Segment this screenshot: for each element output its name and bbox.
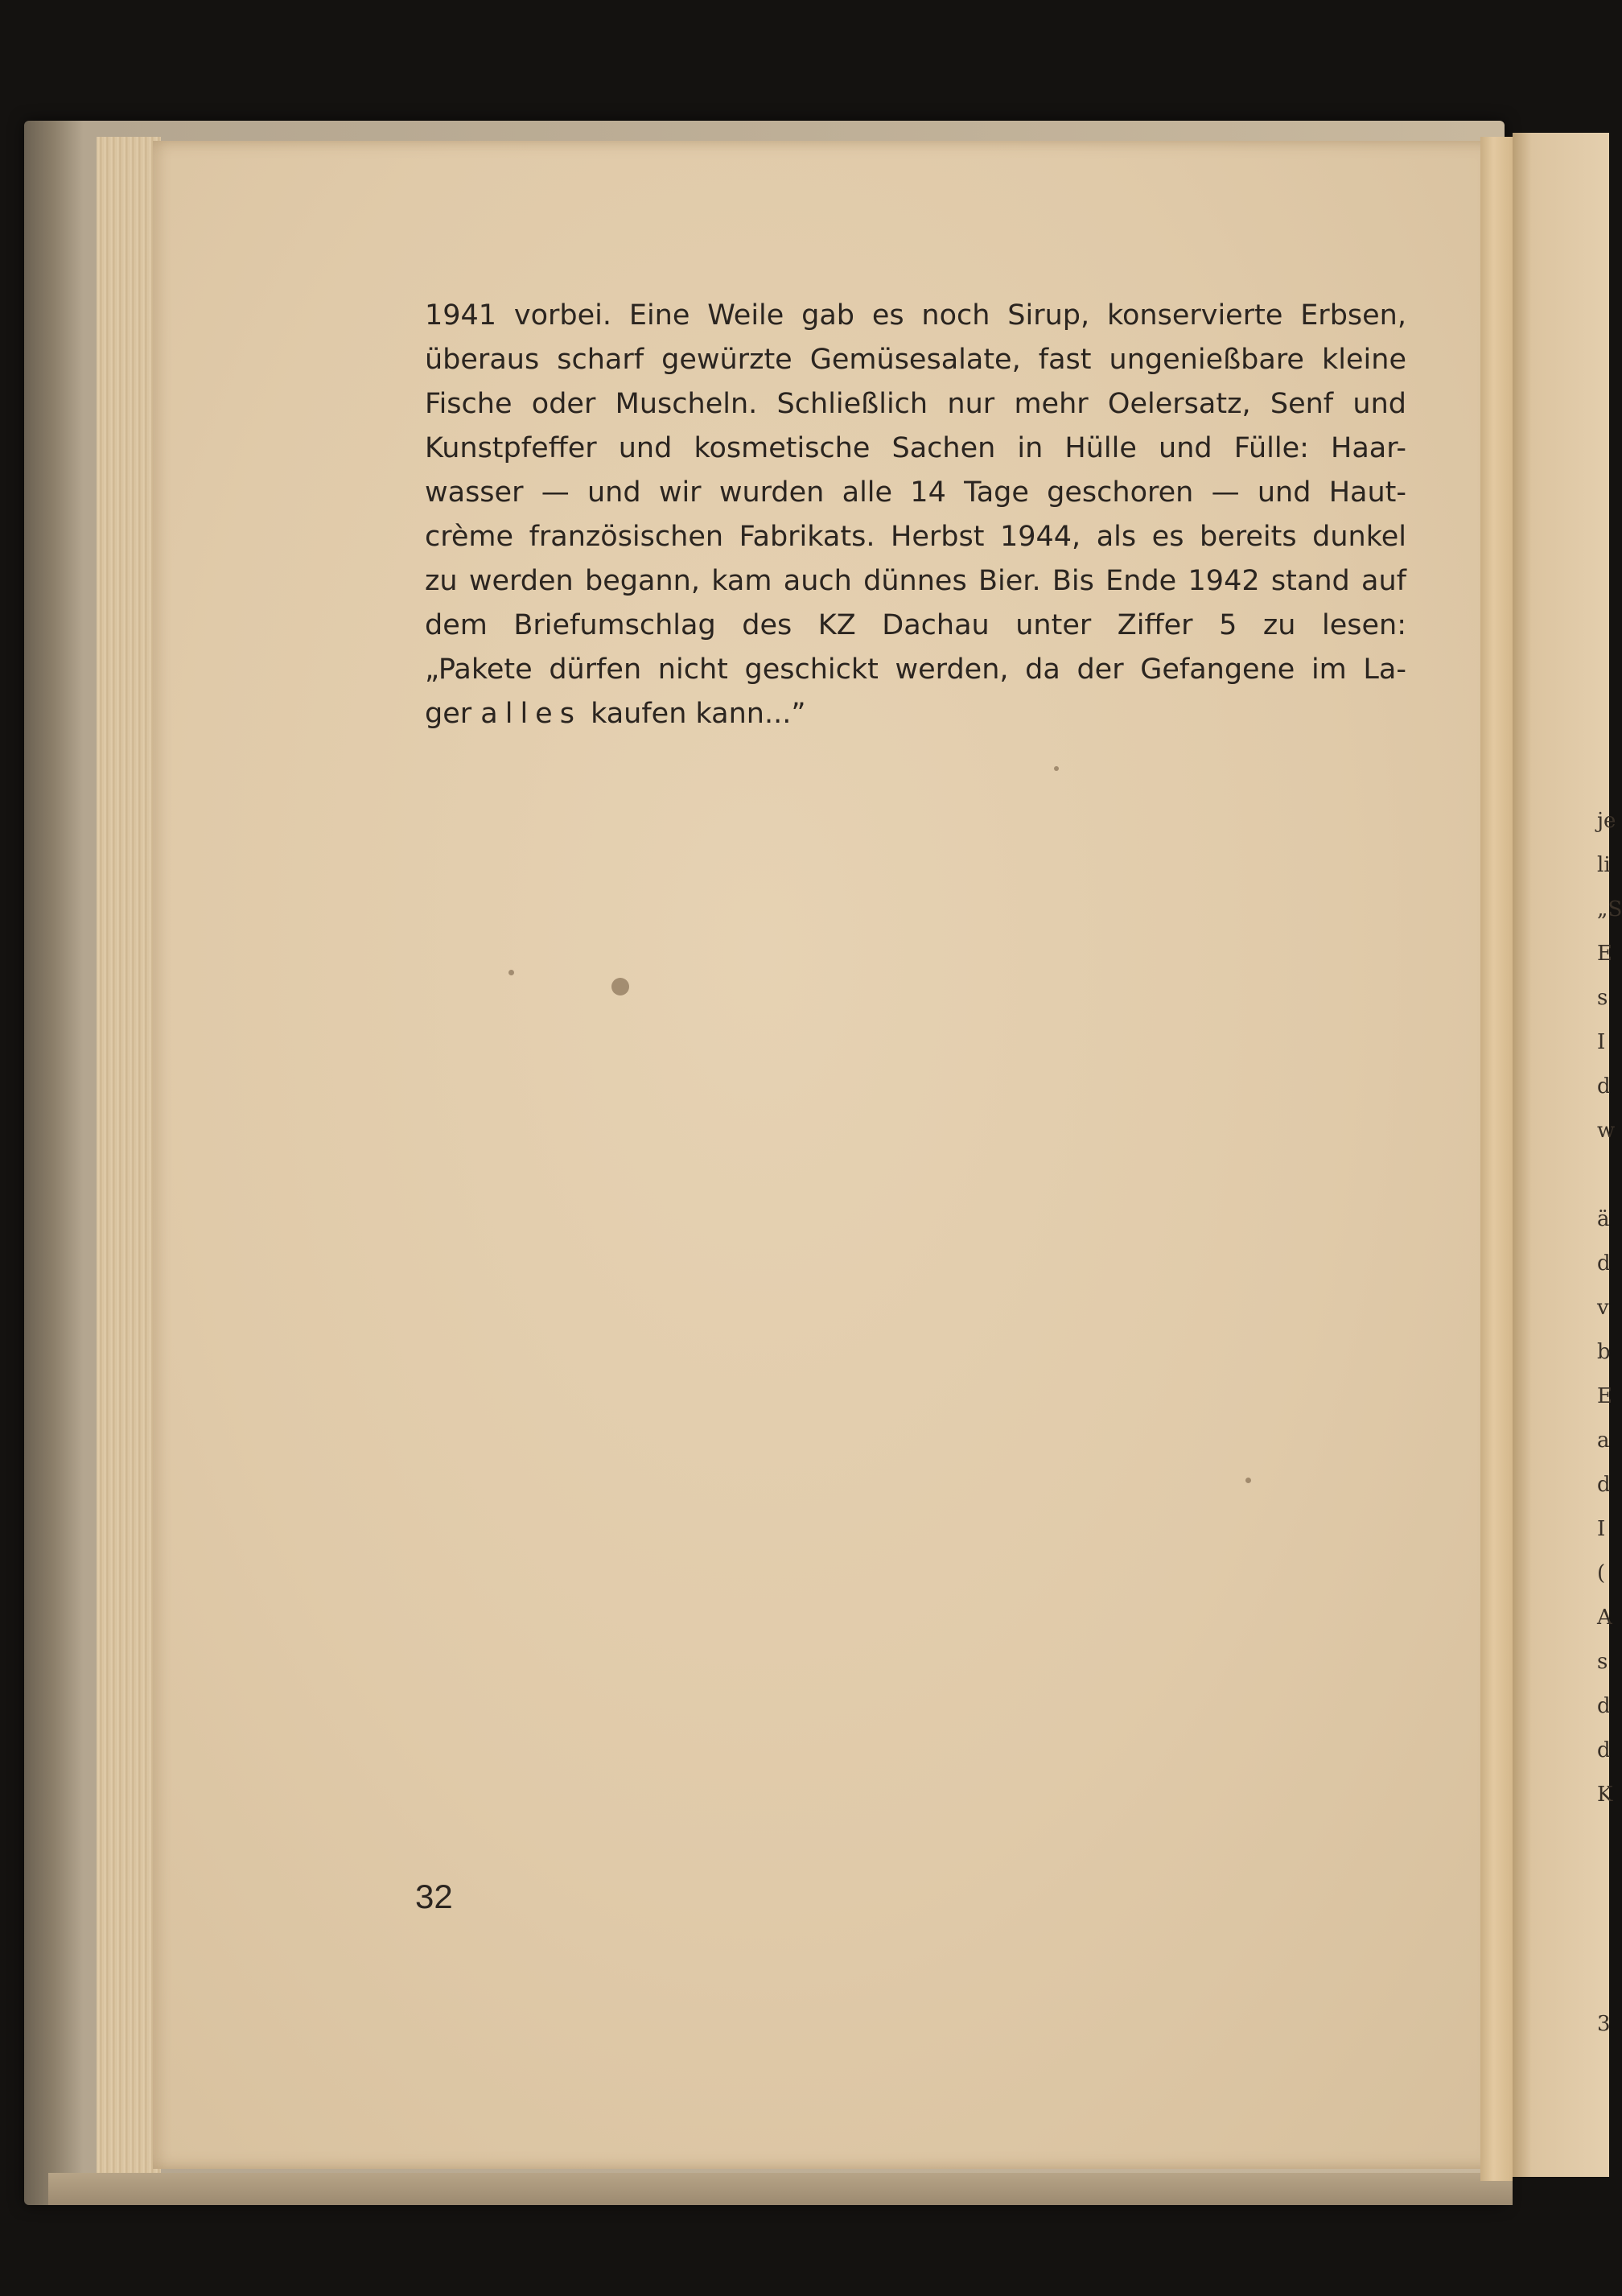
adjacent-page-fragment: I — [1597, 1030, 1606, 1054]
paper-speck — [1054, 766, 1059, 771]
adjacent-page-fragment: a — [1597, 1428, 1610, 1453]
adjacent-page-fragment: ( — [1597, 1561, 1606, 1585]
adjacent-page-fragment: 3 — [1597, 2012, 1611, 2036]
cover-bottom-edge — [48, 2173, 1513, 2205]
text-fragment: kaufen kann...” — [581, 698, 806, 730]
text-line: „Pakete dürfen nicht geschickt werden, da der Gefangene im La- — [425, 653, 1406, 686]
adjacent-page-fragment: b — [1597, 1340, 1611, 1364]
adjacent-page-fragment: „S — [1597, 897, 1622, 921]
text-line: Kunstpfeffer und kosmetische Sachen in Hülle und Fülle: Haar- — [425, 432, 1406, 464]
page-number: 32 — [415, 1878, 453, 1915]
adjacent-page-fragment: d — [1597, 1694, 1611, 1718]
adjacent-page-fragment: s — [1597, 986, 1608, 1010]
adjacent-page-fragment: A — [1597, 1606, 1612, 1630]
text-fragment: ger — [425, 698, 481, 730]
text-line-last — [425, 692, 1406, 736]
text-line: wasser — und wir wurden alle 14 Tage geschoren — und Haut- — [425, 476, 1406, 509]
adjacent-page-fragment: E — [1597, 942, 1612, 966]
adjacent-page-fragment: K — [1597, 1783, 1613, 1807]
paper-speck — [611, 978, 629, 995]
adjacent-page-fragment: li — [1597, 853, 1611, 877]
adjacent-page-fragment: ä — [1597, 1207, 1610, 1231]
adjacent-page-fragment: d — [1597, 1738, 1611, 1762]
text-line: crème französischen Fabrikats. Herbst 1944, als es bereits dunkel — [425, 521, 1406, 553]
adjacent-page-fragment: d — [1597, 1074, 1611, 1099]
text-line: überaus scharf gewürzte Gemüsesalate, fast ungenießbare kleine — [425, 344, 1406, 376]
adjacent-page — [1513, 133, 1622, 2177]
text-line: zu werden begann, kam auch dünnes Bier. Bis Ende 1942 stand auf — [425, 565, 1406, 597]
adjacent-page-fragment: s — [1597, 1650, 1608, 1674]
paper-speck — [1245, 1478, 1251, 1483]
adjacent-page-fragment: I — [1597, 1517, 1606, 1541]
text-line: dem Briefumschlag des KZ Dachau unter Ziffer 5 zu lesen: — [425, 609, 1406, 641]
adjacent-page-fragment: d — [1597, 1251, 1611, 1276]
paper-speck — [508, 970, 514, 975]
adjacent-page-fragment: v — [1597, 1296, 1609, 1320]
adjacent-page-fragment: w — [1597, 1119, 1616, 1143]
emphasized-word: alles — [480, 698, 582, 730]
text-line: Fische oder Muscheln. Schließlich nur mehr Oelersatz, Senf und — [425, 388, 1406, 420]
book-gutter — [1480, 137, 1513, 2181]
body-text — [425, 294, 1406, 736]
text-line: 1941 vorbei. Eine Weile gab es noch Sirup, konservierte Erbsen, — [425, 299, 1406, 332]
adjacent-page-fragment: d — [1597, 1473, 1611, 1497]
adjacent-page-fragment: je — [1597, 809, 1616, 833]
page-edges — [97, 137, 161, 2173]
adjacent-page-fragment: E — [1597, 1384, 1612, 1408]
